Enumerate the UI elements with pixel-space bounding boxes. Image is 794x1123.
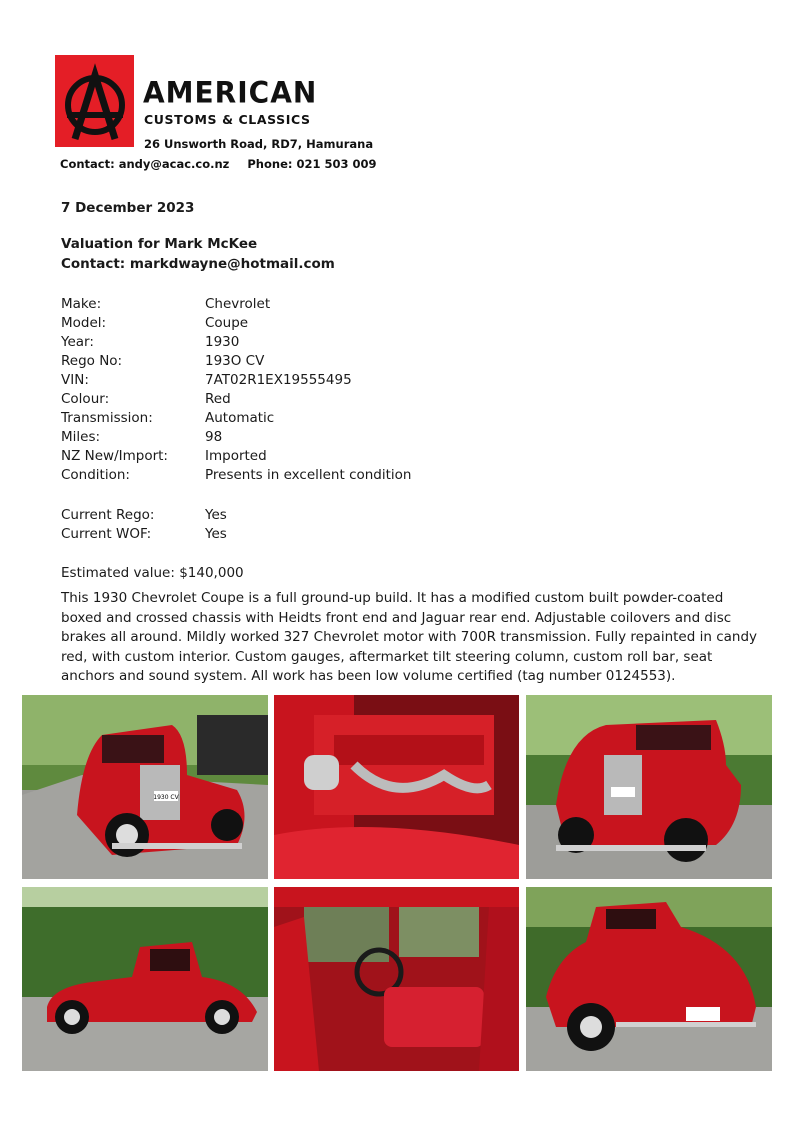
estimated-value: Estimated value: $140,000 bbox=[61, 565, 244, 581]
car-photo-side bbox=[22, 887, 268, 1071]
company-logo bbox=[55, 55, 134, 147]
spec-value: Presents in excellent condition bbox=[205, 467, 412, 483]
spec-label: Current Rego: bbox=[61, 507, 155, 523]
spec-label: Colour: bbox=[61, 391, 110, 407]
spec-label: VIN: bbox=[61, 372, 89, 388]
car-photo-front-right bbox=[526, 695, 772, 879]
spec-value: Imported bbox=[205, 448, 267, 464]
spec-label: Rego No: bbox=[61, 353, 123, 369]
spec-value: 98 bbox=[205, 429, 223, 445]
spec-label: NZ New/Import: bbox=[61, 448, 168, 464]
plate-text: 1930 CV bbox=[153, 794, 179, 801]
spec-label: Make: bbox=[61, 296, 102, 312]
spec-label: Condition: bbox=[61, 467, 130, 483]
spec-value: Chevrolet bbox=[205, 296, 271, 312]
spec-label: Year: bbox=[61, 334, 94, 350]
spec-value: Red bbox=[205, 391, 231, 407]
car-photo-engine bbox=[274, 695, 519, 879]
spec-value: 1930 bbox=[205, 334, 240, 350]
spec-label: Current WOF: bbox=[61, 526, 152, 542]
spec-value: Yes bbox=[205, 507, 227, 523]
spec-label: Transmission: bbox=[61, 410, 153, 426]
spec-label: Miles: bbox=[61, 429, 101, 445]
spec-label: Model: bbox=[61, 315, 107, 331]
company-address: 26 Unsworth Road, RD7, Hamurana bbox=[144, 137, 374, 151]
spec-value: Coupe bbox=[205, 315, 249, 331]
anarchy-a-icon bbox=[55, 55, 134, 147]
brand-subtitle: CUSTOMS & CLASSICS bbox=[144, 112, 311, 127]
contact-email[interactable]: Contact: andy@acac.co.nz bbox=[60, 157, 230, 171]
company-contact bbox=[60, 157, 377, 171]
valuation-title: Valuation for Mark McKee bbox=[61, 236, 258, 252]
spec-value: 7AT02R1EX19555495 bbox=[205, 372, 352, 388]
valuation-contact: Contact: markdwayne@hotmail.com bbox=[61, 256, 335, 272]
spec-value: Yes bbox=[205, 526, 227, 542]
spec-value: 193O CV bbox=[205, 353, 265, 369]
spec-value: Automatic bbox=[205, 410, 275, 426]
car-photo-rear bbox=[526, 887, 772, 1071]
brand-name: AMERICAN bbox=[143, 75, 318, 110]
car-photo-front-left bbox=[22, 695, 268, 879]
document-date: 7 December 2023 bbox=[61, 200, 195, 216]
contact-phone: Phone: 021 503 009 bbox=[247, 157, 377, 171]
car-photo-interior bbox=[274, 887, 519, 1071]
vehicle-description: This 1930 Chevrolet Coupe is a full ground-up build. It has a modified custom built powder-coated boxed and crossed chassis with Heidts front end and Jaguar rear end. Adjustable coilovers and disc brakes all around. Mildly worked 327 Chevrolet motor with 700R transmission. Fully repainted in candy red, with custom interior. Custom gauges, aftermarket tilt steering column, custom roll bar, seat anchors and sound system. All work has been low volume certified (tag number 0124553). bbox=[61, 590, 758, 684]
